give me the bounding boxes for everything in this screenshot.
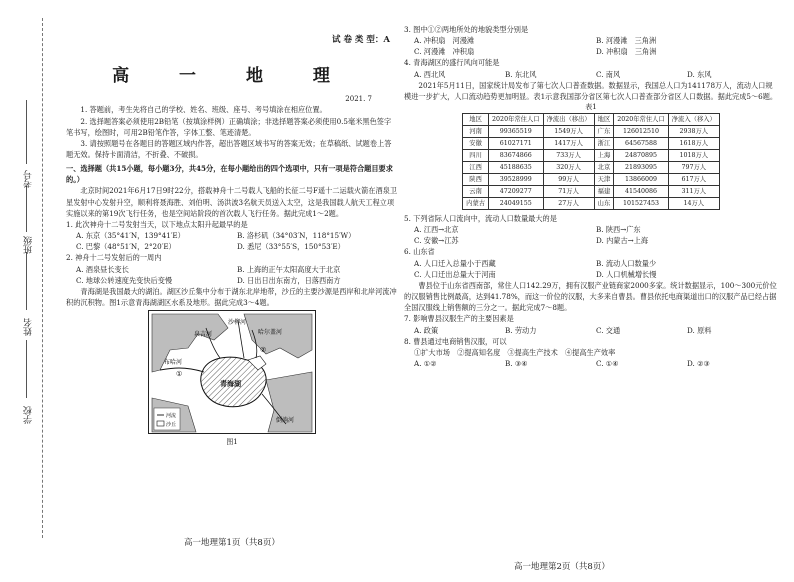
table-cell: 陕西: [463, 173, 489, 185]
q4-option-b: B. 东北风: [505, 69, 537, 79]
examno-fill-line: [26, 100, 27, 164]
label-quanji-river: 泉吉河: [194, 331, 213, 339]
question-1-options: [66, 230, 398, 241]
question-1-options-2: [66, 241, 398, 252]
figure-1-map: [148, 310, 316, 447]
table-cell: 41540086: [614, 185, 669, 197]
label-buha-river: 布哈河: [164, 359, 183, 367]
question-2-options: [66, 264, 398, 275]
question-8-items: ①扩大市场 ②提高知名度 ③提高生产技术 ④提高生产效率: [414, 347, 616, 357]
label-daotang-river: 倒淌河: [276, 417, 295, 425]
name-fill-line: [26, 252, 27, 310]
table-row: [463, 161, 720, 173]
q3-option-d: D. 冲积扇 三角洲: [596, 47, 657, 57]
passage-3: 2021年5月11日，国家统计局发布了第七次人口普查数据。数据显示，我国总人口为141178万人，流动人口规模进一步扩大，人口流动趋势更加明显。表1示意我国部分省区第七次人口普查部分省区人口数据。据此完成5～6题。: [404, 80, 778, 101]
table-cell: 1417万人: [543, 137, 594, 149]
table-cell: 311万人: [668, 185, 719, 197]
table-cell: 797万人: [668, 161, 719, 173]
passage-4: 曹县位于山东省西南部，常住人口142.29万，拥有汉服产业链商家2000多家。统计数据显示，100～300元价位的汉服销售比例最高，达到41.78%，而这一价位的汉服，大多来自曹县。曹县依托电商渠道出口的汉服产品已经占据全国汉服线上销售额的三分之一。据此完成7～8题。: [404, 280, 777, 313]
exam-type: 试 卷 类 型：A: [332, 35, 390, 45]
instruction-3: 3. 请按照题号在各题目的答题区域内作答，超出答题区域书写的答案无效；在草稿纸、试题卷上答题无效。保持卡面清洁，不折叠、不破损。: [66, 138, 392, 159]
table-cell: 天津: [594, 173, 614, 185]
table-cell: 39528999: [489, 173, 544, 185]
table-header-cell: 地区: [594, 113, 614, 125]
q8-option-a: A. ①②: [414, 358, 437, 368]
question-7-options: [404, 325, 778, 336]
table-cell: 14万人: [668, 197, 719, 209]
table-row: [463, 149, 720, 161]
table-row: [463, 173, 720, 185]
table-cell: 126012510: [614, 125, 669, 137]
question-5-options-2: [404, 235, 778, 246]
margin-label-examno: 考号: [24, 170, 34, 188]
table-cell: 安徽: [463, 137, 489, 149]
table-header-cell: 净流出（移出）: [543, 113, 594, 125]
table-cell: 四川: [463, 149, 489, 161]
table-body: [463, 125, 720, 209]
table-cell: 1549万人: [543, 125, 594, 137]
table-cell: 101527453: [614, 197, 669, 209]
margin-label-name: 姓名: [24, 318, 34, 336]
binding-line: [42, 18, 43, 538]
table-cell: 733万人: [543, 149, 594, 161]
question-3-options: [404, 35, 778, 46]
table-cell: 27万人: [543, 197, 594, 209]
table-cell: 浙江: [594, 137, 614, 149]
school-fill-line: [26, 340, 27, 398]
q1-option-b: B. 洛杉矶（34°03′N，118°15′W）: [237, 231, 356, 241]
table-row: [463, 125, 720, 137]
q7-option-c: C. 交通: [596, 325, 621, 335]
table-cell: 2938万人: [668, 125, 719, 137]
label-site-2: ②: [260, 346, 267, 355]
q5-option-a: A. 江西→北京: [414, 225, 459, 235]
passage-1: 北京时间2021年6月17日9时22分，搭载神舟十二号载人飞船的长征二号F遥十二运载火箭在酒泉卫星发射中心发射升空，顺利将聂海胜、刘伯明、汤洪波3名航天员送入太空，这是我国载人航天工程立项实施以来的第19次飞行任务，也是空间站阶段的首次载人飞行任务。据此完成1～2题。: [66, 186, 398, 218]
table-cell: 99万人: [543, 173, 594, 185]
question-6-options: [404, 258, 778, 269]
q2-option-a: A. 酒泉昼长变长: [76, 264, 129, 274]
class-fill-line: [26, 186, 27, 232]
figure-1-caption: 图1: [226, 438, 238, 447]
table-cell: 13866009: [614, 173, 669, 185]
instruction-1: 1. 答题前，考生先将自己的学校、姓名、班级、座号、考号填涂在相应位置。: [80, 105, 327, 115]
question-1-stem: 1. 此次神舟十二号发射当天，以下地点太阳升起最早的是: [66, 219, 248, 229]
question-4-stem: 4. 青海湖区的盛行风向可能是: [404, 58, 500, 68]
q6-option-c: C. 人口迁出总量大于河南: [414, 269, 496, 279]
question-8-options: [404, 358, 778, 369]
table-cell: 45188635: [489, 161, 544, 173]
table-header-cell: 地区: [463, 113, 489, 125]
q3-option-a: A. 冲积扇 河漫滩: [414, 36, 475, 46]
question-3-options-2: [404, 46, 778, 57]
binding-margin: [0, 0, 62, 558]
question-3-stem: 3. 图中①②两地所处的地貌类型分别是: [404, 25, 529, 34]
table-header-row: [463, 113, 720, 125]
q2-option-b: B. 上海的正午太阳高度大于北京: [237, 264, 341, 274]
label-shaliu-river: 沙柳河: [228, 319, 247, 327]
question-5-stem: 5. 下列省际人口流向中，流动人口数量最大的是: [404, 213, 557, 223]
question-8-stem: 8. 曹县通过电商销售汉服，可以: [404, 336, 507, 346]
table-cell: 江西: [463, 161, 489, 173]
table-cell: 617万人: [668, 173, 719, 185]
q3-option-b: B. 河漫滩 三角洲: [596, 36, 657, 46]
question-2-stem: 2. 神舟十二号发射后的一周内: [66, 253, 162, 263]
table-cell: 云南: [463, 185, 489, 197]
q8-option-c: C. ①④: [596, 358, 619, 368]
table-cell: 47209277: [489, 185, 544, 197]
table-cell: 83674866: [489, 149, 544, 161]
table-cell: 99365519: [489, 125, 544, 137]
table-header-cell: 净流入（移入）: [668, 113, 719, 125]
table-cell: 1018万人: [668, 149, 719, 161]
q7-option-a: A. 政策: [414, 325, 439, 335]
q6-option-b: B. 流动人口数量少: [596, 258, 657, 268]
exam-date: 2021. 7: [345, 94, 372, 103]
question-5-options: [404, 224, 778, 235]
footer-page-2: 高一地理第2页（共8页）: [514, 561, 610, 572]
table-header-cell: 2020年常住人口: [489, 113, 544, 125]
q4-option-c: C. 南风: [596, 69, 621, 79]
table-row: [463, 197, 720, 209]
legend-dune-label: 沙丘: [166, 422, 177, 429]
label-site-1: ①: [176, 370, 183, 379]
q5-option-d: D. 内蒙古→上海: [596, 236, 649, 246]
question-2-options-2: [66, 275, 398, 286]
table-cell: 北京: [594, 161, 614, 173]
instruction-2: 2. 选择题答案必须使用2B铅笔（按填涂样例）正确填涂；非选择题答案必须使用0.5毫米黑色签字笔书写，绘图时，可用2B铅笔作答，字体工整、笔迹清楚。: [66, 116, 392, 137]
question-4-options: [404, 69, 778, 80]
legend-dune-symbol: [157, 421, 164, 426]
table-cell: 1618万人: [668, 137, 719, 149]
question-6-options-2: [404, 269, 778, 280]
label-qinghai-lake: 青海湖: [220, 379, 241, 389]
map-legend: [154, 408, 180, 430]
footer-page-1: 高一地理第1页（共8页）: [184, 537, 280, 548]
table-row: [463, 137, 720, 149]
table-cell: 河南: [463, 125, 489, 137]
passage-2: 青海湖是我国最大的湖泊。湖区沙丘集中分布于湖东北岸地带，沙丘的主要沙源是西岸和北岸河流冲积的沉积物。图1示意青海湖湖区水系及地形。据此完成3～4题。: [66, 286, 397, 308]
legend-river-label: 河流: [166, 413, 177, 420]
qinghai-lake-map: [148, 310, 316, 434]
q6-option-d: D. 人口机械增长慢: [596, 269, 657, 279]
q1-option-d: D. 悉尼（33°55′S，150°53′E）: [237, 242, 345, 252]
q5-option-c: C. 安徽→江苏: [414, 236, 459, 246]
q7-option-b: B. 劳动力: [505, 325, 537, 335]
margin-label-class: 班级: [24, 236, 34, 254]
q2-option-d: D. 日出日出东南方，日落西南方: [237, 275, 341, 285]
question-7-stem: 7. 影响曹县汉服生产的主要因素是: [404, 314, 514, 324]
q6-option-a: A. 人口迁入总量小于西藏: [414, 258, 496, 268]
page-1: [66, 0, 398, 558]
table-cell: 上海: [594, 149, 614, 161]
label-haergai-river: 哈尔盖河: [258, 329, 283, 337]
q1-option-c: C. 巴黎（48°51′N，2°20′E）: [76, 242, 176, 252]
q3-option-c: C. 河漫滩 冲积扇: [414, 47, 475, 57]
table-header-cell: 2020年常住人口: [614, 113, 669, 125]
q2-option-c: C. 地球公转速度先变快后变慢: [76, 275, 173, 285]
question-6-stem: 6. 山东省: [404, 247, 435, 257]
q1-option-a: A. 东京（35°41′N，139°41′E）: [76, 231, 185, 241]
table-cell: 21893095: [614, 161, 669, 173]
q4-option-a: A. 西北风: [414, 69, 446, 79]
table-cell: 71万人: [543, 185, 594, 197]
table-cell: 内蒙古: [463, 197, 489, 209]
q4-option-d: D. 东风: [687, 69, 712, 79]
margin-label-school: 学校: [24, 406, 34, 424]
q5-option-b: B. 陕西→广东: [596, 225, 641, 235]
q7-option-d: D. 原料: [687, 325, 712, 335]
section-heading: 一、选择题（共15小题，每小题3分，共45分，在每小题给出的四个选项中，只有一项是符合题目要求的。）: [66, 164, 393, 185]
table-cell: 山东: [594, 197, 614, 209]
q8-option-b: B. ③④: [505, 358, 528, 368]
table-cell: 24049155: [489, 197, 544, 209]
table-cell: 64567588: [614, 137, 669, 149]
population-table: [462, 113, 720, 210]
table-cell: 广东: [594, 125, 614, 137]
table-cell: 320万人: [543, 161, 594, 173]
table-cell: 61027171: [489, 137, 544, 149]
q8-option-d: D. ②③: [687, 358, 710, 368]
page-2: [404, 0, 778, 582]
table-1-caption: 表1: [585, 103, 597, 112]
page-title: 高 一 地 理: [112, 66, 352, 87]
table-cell: 24870895: [614, 149, 669, 161]
table-row: [463, 185, 720, 197]
table-cell: 福建: [594, 185, 614, 197]
